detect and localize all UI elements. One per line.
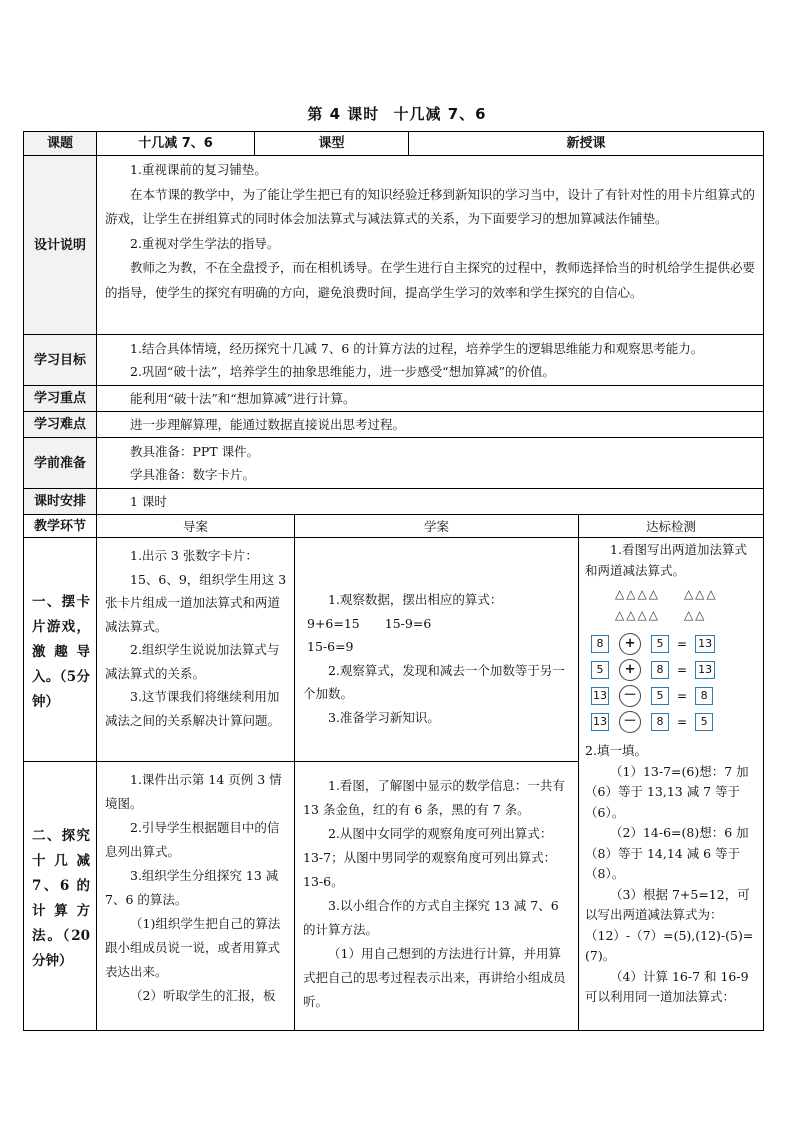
stage1-guide-1: 1.出示 3 张数字卡片： (130, 548, 258, 563)
label-course: 课题 (24, 132, 97, 156)
stage2-learn-4: （1）用自己想到的方法进行计算，并用算式把自己的思考过程表示出来，再讲给小组成员听。 (303, 946, 566, 1009)
eq3-b: 5 (651, 687, 669, 705)
stage2-guide-2: 2.引导学生根据题目中的信息列出算式。 (105, 820, 280, 859)
eq1-op: + (619, 633, 641, 655)
equation-4 (591, 709, 759, 735)
triangles-r2a: △△△△ (615, 607, 660, 622)
stage2-learn-1: 1.看图，了解图中显示的数学信息：一共有 13 条金鱼，红的有 6 条，黑的有 7 条。 (303, 778, 565, 817)
label-difficulty: 学习难点 (24, 412, 97, 438)
label-design: 设计说明 (24, 156, 97, 335)
label-type: 课型 (255, 132, 409, 156)
prep-row (24, 438, 764, 489)
stage1-guide-4: 3.这节课我们将继续利用加减法之间的关系解决计算问题。 (105, 689, 281, 728)
triangles-r1a: △△△△ (615, 587, 660, 601)
course-value: 十几减 7、6 (97, 132, 255, 156)
prep-p2: 学具准备：数字卡片。 (130, 467, 256, 482)
col-stage: 教学环节 (24, 515, 97, 538)
eq1-a: 8 (591, 635, 609, 653)
col-learn: 学案 (295, 515, 579, 538)
stage1-learn-1: 1.观察数据，摆出相应的算式： (328, 592, 503, 607)
stage2-guide-3: 3.组织学生分组探究 13 减 7、6 的算法。 (105, 868, 279, 907)
design-p1: 1.重视课前的复习铺垫。 (130, 162, 267, 177)
eq3-a: 13 (591, 687, 609, 705)
lesson-plan-table (23, 131, 764, 1031)
design-p3: 2.重视对学生学法的指导。 (130, 235, 280, 251)
stage1-learn-2: 9+6=15 15-9=6 (307, 615, 432, 631)
check-q2-2: （2）14-6=(8)想：6 加（8）等于 14,14 减 6 等于（8）。 (585, 825, 749, 881)
triangles-r1b: △△△ (683, 587, 718, 601)
stage1-title: 一、摆卡片游戏，激趣导入。（5分钟） (24, 538, 97, 762)
page-title (0, 103, 794, 124)
key-content (97, 386, 764, 412)
stage2-guide-4: （1)组织学生把自己的算法跟小组成员说一说，或者用算式表达出来。 (105, 916, 281, 979)
prep-p1: 教具准备：PPT 课件。 (130, 444, 260, 459)
stage1-learn-5: 3.准备学习新知识。 (328, 709, 440, 725)
stage2-guide (97, 762, 295, 1031)
stage1-learn-3: 15-6=9 (307, 639, 354, 654)
eq1-eq: = (677, 636, 688, 651)
stage1-guide (97, 538, 295, 762)
label-key: 学习重点 (24, 386, 97, 412)
triangles-r2b: △△ (683, 607, 707, 622)
col-check: 达标检测 (579, 515, 764, 538)
check-q1: 1.看图写出两道加法算式和两道减法算式。 (585, 542, 747, 578)
equation-cards (585, 631, 759, 735)
check-content (579, 538, 764, 1031)
equation-1 (591, 631, 759, 657)
col-guide: 导案 (97, 515, 295, 538)
course-row (24, 132, 764, 156)
eq2-a: 5 (591, 661, 609, 679)
key-row (24, 386, 764, 412)
eq3-c: 8 (695, 687, 713, 705)
lesson-number: 第 4 课时 (307, 105, 380, 123)
goals-row (24, 335, 764, 386)
eq4-c: 5 (695, 713, 713, 731)
triangle-figure (615, 584, 759, 625)
eq2-b: 8 (651, 661, 669, 679)
prep-content (97, 438, 764, 489)
stage2-guide-5: （2）听取学生的汇报，板 (130, 988, 276, 1003)
eq2-c: 13 (695, 661, 715, 679)
label-schedule: 课时安排 (24, 489, 97, 515)
goals-content (97, 335, 764, 386)
stage1-guide-2: 15、6、9，组织学生用这 3 张卡片组成一道加法算式和两道减法算式。 (105, 571, 287, 634)
schedule-text: 1 课时 (130, 494, 167, 509)
eq1-b: 5 (651, 635, 669, 653)
equation-2 (591, 657, 759, 683)
design-content (97, 156, 764, 335)
check-q2-1: （1）13-7=(6)想：7 加（6）等于 13,13 减 7 等于（6）。 (585, 763, 749, 820)
columns-row (24, 515, 764, 538)
check-q2: 2.填一填。 (585, 743, 647, 758)
check-q2-3: （3）根据 7+5=12，可以写出两道减法算式为：（12）-（7）=(5),(12)-(5)=(7)。 (585, 886, 754, 963)
eq4-op: － (619, 711, 641, 733)
stage1-guide-3: 2.组织学生说说加法算式与减法算式的关系。 (105, 642, 280, 681)
stage2-learn-3: 3.以小组合作的方式自主探究 13 减 7、6 的计算方法。 (303, 898, 559, 937)
design-row (24, 156, 764, 335)
difficulty-content (97, 412, 764, 438)
label-goals: 学习目标 (24, 335, 97, 386)
eq2-eq: = (677, 662, 688, 677)
design-p4: 教师之为教，不在全盘授予，而在相机诱导。在学生进行自主探究的过程中，教师选择恰当的时机给学生提供必要的指导，使学生的探究有明确的方向，避免浪费时间，提高学生学习的效率和学生探究的自信心。 (105, 260, 756, 300)
eq4-a: 13 (591, 713, 609, 731)
stage2-title: 二、探究十几减7、6 的计算方法。（20分钟） (24, 762, 97, 1031)
check-q2-4: （4）计算 16-7 和 16-9 可以利用同一道加法算式： (585, 968, 749, 1004)
stage1-row (24, 538, 764, 762)
stage2-guide-1: 1.课件出示第 14 页例 3 情境图。 (105, 772, 282, 811)
difficulty-row (24, 412, 764, 438)
schedule-content (97, 489, 764, 515)
eq4-b: 8 (651, 713, 669, 731)
eq2-op: + (619, 659, 641, 681)
equation-3 (591, 683, 759, 709)
eq4-eq: = (677, 714, 688, 729)
key-text: 能利用“破十法”和“想加算减”进行计算。 (130, 391, 356, 406)
stage1-learn (295, 538, 579, 762)
design-p2: 在本节课的教学中，为了能让学生把已有的知识经验迁移到新知识的学习当中，设计了有针对性的用卡片组算式的游戏，让学生在拼组算式的同时体会加法算式与减法算式的关系，为下面要学习的想加算减法作铺垫。 (105, 186, 756, 226)
stage1-learn-4: 2.观察算式，发现和减去一个加数等于另一个加数。 (303, 662, 565, 701)
lesson-topic: 十几减 7、6 (393, 105, 487, 123)
schedule-row (24, 489, 764, 515)
stage2-learn (295, 762, 579, 1031)
eq3-op: － (619, 685, 641, 707)
goals-p1: 1.结合具体情境，经历探究十几减 7、6 的计算方法的过程，培养学生的逻辑思维能力和观察思考能力。 (130, 341, 704, 356)
type-value: 新授课 (409, 132, 764, 156)
eq1-c: 13 (695, 635, 715, 653)
stage2-learn-2: 2.从图中女同学的观察角度可列出算式：13-7；从图中男同学的观察角度可列出算式：13-6。 (303, 826, 557, 889)
difficulty-text: 进一步理解算理，能通过数据直接说出思考过程。 (130, 417, 406, 432)
eq3-eq: = (677, 688, 688, 703)
goals-p2: 2.巩固“破十法”，培养学生的抽象思维能力，进一步感受“想加算减”的价值。 (130, 364, 555, 379)
label-prep: 学前准备 (24, 438, 97, 489)
